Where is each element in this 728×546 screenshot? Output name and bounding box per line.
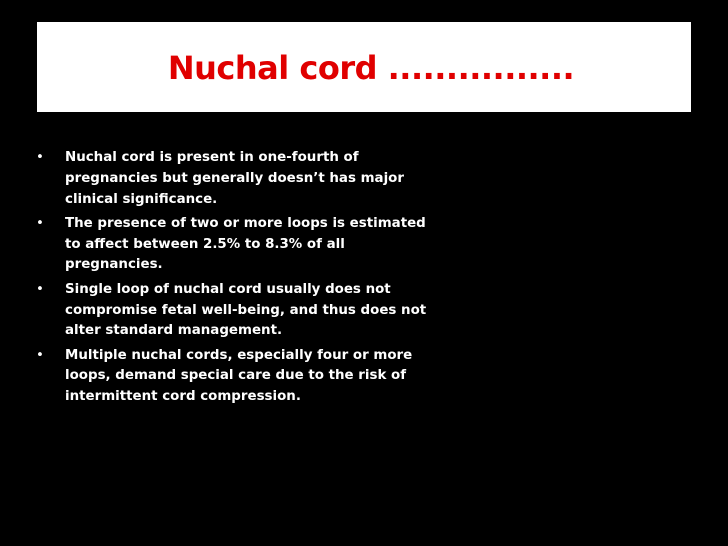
bullet-text: Single loop of nuchal cord usually does not compromise fetal well-being, and thus does not alter standard management. (65, 281, 427, 339)
bullet-item (36, 280, 436, 342)
slide-title: Nuchal cord ................ (167, 49, 575, 87)
bullet-item (36, 346, 436, 408)
bullet-list (36, 148, 436, 412)
bullet-marker: • (36, 347, 44, 363)
bullet-marker: • (36, 281, 44, 297)
bullet-text: Nuchal cord is present in one-fourth of pregnancies but generally doesn’t has major clinical significance. (65, 150, 404, 207)
bullet-text: Multiple nuchal cords, especially four or more loops, demand special care due to the risk of intermittent cord compression. (65, 347, 413, 405)
bullet-item (36, 148, 436, 210)
bullet-marker: • (36, 215, 44, 231)
title-banner (37, 22, 691, 112)
bullet-item (36, 214, 436, 276)
bullet-marker: • (36, 150, 44, 165)
bullet-text: The presence of two or more loops is estimated to affect between 2.5% to 8.3% of all pregnancies. (65, 215, 426, 273)
